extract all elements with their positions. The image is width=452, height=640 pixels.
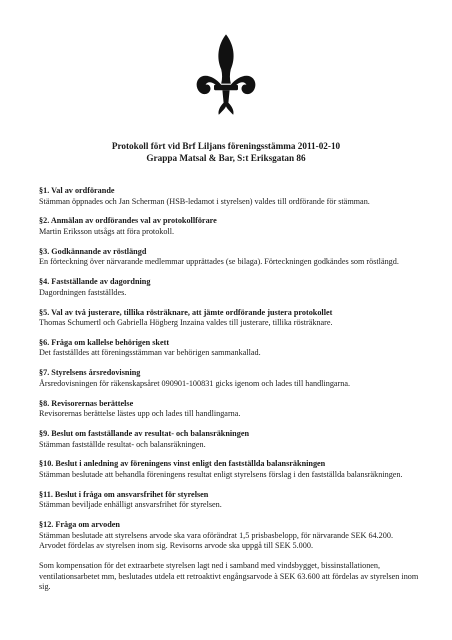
section-heading: §4. Fastställande av dagordning [39, 277, 151, 287]
section-heading: §5. Val av två justerare, tillika rösträknare, att jämte ordförande justera protokollet [39, 307, 333, 317]
section-heading: §11. Beslut i fråga om ansvarsfrihet för styrelsen [39, 489, 209, 499]
section-heading: §2. Anmälan av ordförandes val av protokollförare [39, 216, 217, 226]
section-heading: §12. Fråga om arvoden [39, 520, 120, 530]
section-text: Som kompensation för det extraarbete styrelsen lagt ned i samband med vindsbygget, bissinstallationen, ventilationsarbetet mm, beslutades utdela ett retroaktivt engångsarvode à SEK 63.600 att fördelas av styrelsen inom sig. [39, 561, 419, 592]
section [39, 399, 421, 420]
section-heading: §6. Fråga om kallelse behörigen skett [39, 337, 170, 347]
document-title [40, 141, 412, 164]
section [39, 429, 421, 450]
fleur-de-lis-logo [196, 32, 256, 116]
title-line: Protokoll fört vid Brf Liljans föreningsstämma 2011-02-10 [111, 141, 341, 151]
section-text: En förteckning över närvarande medlemmar upprättades (se bilaga). Förteckningen godkändes som röstlängd. [39, 257, 399, 267]
section-text: Stämman beviljade enhälligt ansvarsfrihet för styrelsen. [39, 500, 222, 510]
section [39, 459, 421, 480]
section [39, 216, 421, 237]
section-heading: §10. Beslut i anledning av föreningens vinst enligt den fastställda balansräkningen [39, 459, 326, 469]
section-text: Thomas Schumertl och Gabriella Högberg Inzaina valdes till justerare, tillika rösträknare. [39, 318, 333, 328]
section-heading: §9. Beslut om fastställande av resultat- och balansräkningen [39, 429, 250, 438]
section [39, 520, 421, 593]
section-text: Revisorernas berättelse lästes upp och lades till handlingarna. [39, 409, 241, 419]
section-text: Martin Eriksson utsågs att föra protokoll. [39, 226, 175, 236]
section [39, 338, 421, 359]
section-heading: §8. Revisorernas berättelse [39, 398, 134, 408]
section-text: Stämman beslutade att styrelsens arvode ska vara oförändrat 1,5 prisbasbelopp, för närvarande SEK 64.200. Arvodet fördelas av styrelsen inom sig. Revisorns arvode ska uppgå till SEK 5.000. [39, 530, 394, 551]
section [39, 490, 421, 511]
section-text: Det fastställdes att föreningsstämman var behörigen sammankallad. [39, 348, 261, 358]
section-text: Stämman beslutade att behandla föreningens resultat enligt styrelsens förslag i den fastställda balansräkningen. [39, 469, 403, 479]
section [39, 368, 421, 389]
section [39, 186, 421, 207]
section-heading: §1. Val av ordförande [39, 186, 115, 195]
section [39, 247, 421, 268]
section [39, 277, 421, 298]
section [39, 308, 421, 329]
section-heading: §3. Godkännande av röstlängd [39, 246, 147, 256]
section-heading: §7. Styrelsens årsredovisning [39, 368, 141, 378]
title-line: Grappa Matsal & Bar, S:t Eriksgatan 86 [146, 152, 306, 163]
section-text: Dagordningen fastställdes. [39, 287, 127, 297]
section-text: Stämman öppnades och Jan Scherman (HSB-ledamot i styrelsen) valdes till ordförande för stämman. [39, 196, 370, 206]
minutes-body [39, 186, 421, 602]
section-text: Årsredovisningen för räkenskapsåret 090901-100831 gicks igenom och lades till handlingarna. [39, 378, 351, 388]
section-text: Stämman fastställde resultat- och balansräkningen. [39, 439, 206, 449]
